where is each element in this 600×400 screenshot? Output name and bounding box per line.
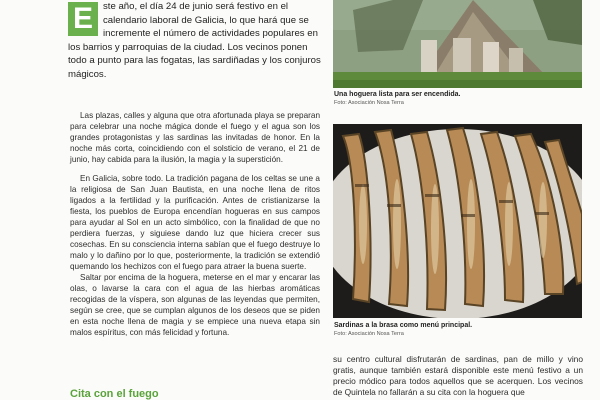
bonfire-credit: Foto: Asociación Nosa Terra bbox=[334, 100, 404, 106]
body-paragraph-1: Las plazas, calles y alguna que otra afortunada playa se preparan para celebrar una noche mágica donde el fuego y el agua son los grandes protagonistas y las sardinas las invitadas de honor. En la noche más corta, coincidiendo con el solsticio de verano, el 21 de junio, hay cabida para la ilusión, la magia y la superstición. bbox=[70, 111, 320, 164]
bonfire-photo-illustration bbox=[333, 0, 582, 88]
intro-paragraph bbox=[68, 0, 324, 82]
sardines-photo bbox=[333, 124, 582, 318]
sardines-credit: Foto: Asociación Nosa Terra bbox=[334, 331, 404, 337]
section-heading: Cita con el fuego bbox=[70, 388, 159, 400]
body-column-left bbox=[70, 110, 320, 338]
sardines-caption: Sardinas a la brasa como menú principal. bbox=[334, 322, 473, 329]
drop-cap: E bbox=[68, 2, 98, 36]
body-paragraph-2: En Galicia, sobre todo. La tradición pagana de los celtas se une a la religiosa de San Juan Bautista, en una noche llena de ritos ligados a la fertilidad y la purificación. Antes de cristianizarse la fiesta, los pueblos de Europa encendían hogueras en sus campos para ayudar al Sol en un acto simbólico, con la finalidad de que no perdiera fuerzas, y siguiese dando luz que hiciera crecer sus cosechas. En su consciencia interna sabían que el fuego destruye lo malo y lo dañino por lo que, posteriormente, la tradición se extendió quemando los hechizos con el fuego para atraer la buena suerte. bbox=[70, 174, 320, 271]
sardines-photo-illustration bbox=[333, 124, 582, 318]
bonfire-caption: Una hoguera lista para ser encendida. bbox=[334, 91, 461, 98]
body-column-right: su centro cultural disfrutarán de sardinas, pan de millo y vino gratis, aunque también estará disponible este menú festivo a un precio módico para todos aquellos que se acerquen. Los vecinos de Quintela no fallarán a su cita con la hoguera que bbox=[333, 354, 583, 397]
bonfire-photo bbox=[333, 0, 582, 88]
body-paragraph-3: Saltar por encima de la hoguera, meterse en el mar y encarar las olas, o lavarse la cara con el agua de las hierbas aromáticas recogidas de la víspera, son algunas de las leyendas que permiten, según se cree, que se cumplan algunos de los deseos que se piden en esta noche llena de magia y se empiece una nueva etapa sin malos espíritus, con más felicidad y fortuna. bbox=[70, 273, 320, 337]
intro-text: ste año, el día 24 de junio será festivo en el calendario laboral de Galicia, lo que hará que se incremente el número de actividades populares en los barrios y parroquias de la ciudad. Los vecinos ponen todo a punto para las fogatas, las sardiñadas y los conjuros mágicos. bbox=[68, 1, 321, 80]
